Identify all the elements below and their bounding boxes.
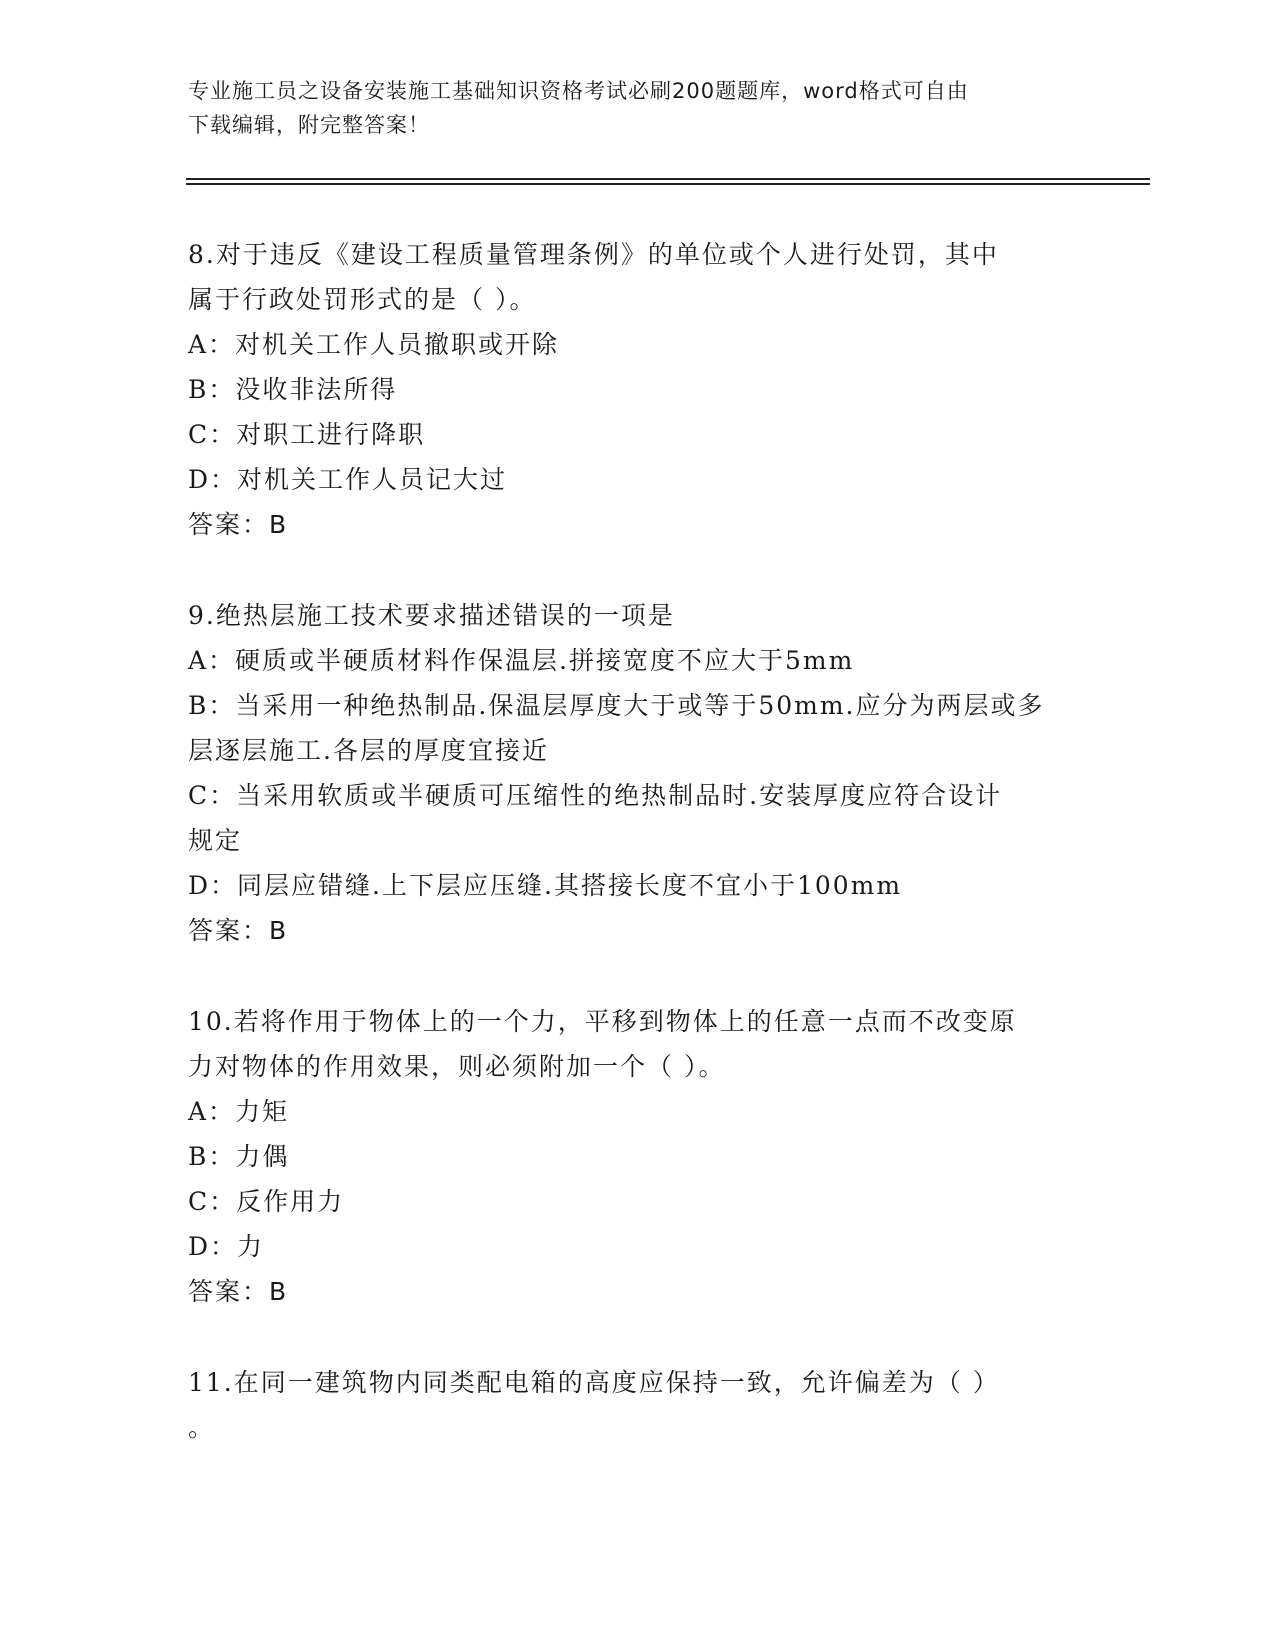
question-answer: 答案：B	[188, 916, 289, 945]
question-option	[188, 1179, 1088, 1224]
question-option-line: B：力偶	[188, 1142, 290, 1171]
question-block	[188, 232, 1088, 547]
question-stem	[188, 593, 1088, 638]
question-option-line: C：当采用软质或半硬质可压缩性的绝热制品时.安装厚度应符合设计	[188, 781, 1003, 810]
question-stem	[188, 999, 1088, 1089]
question-option-line: 层逐层施工.各层的厚度宜接近	[188, 736, 549, 765]
question-stem-line: 10.若将作用于物体上的一个力，平移到物体上的任意一点而不改变原	[188, 1007, 1017, 1036]
question-option	[188, 1134, 1088, 1179]
question-block	[188, 999, 1088, 1314]
question-option	[188, 638, 1088, 683]
question-option	[188, 773, 1088, 863]
question-option	[188, 457, 1088, 502]
question-answer: 答案：B	[188, 1277, 289, 1306]
question-option	[188, 863, 1088, 908]
question-option	[188, 322, 1088, 367]
question-block	[188, 1360, 1088, 1450]
question-stem-line: 11.在同一建筑物内同类配电箱的高度应保持一致，允许偏差为（ ）	[188, 1368, 1000, 1397]
question-list	[188, 232, 1088, 1450]
question-answer: 答案：B	[188, 510, 289, 539]
question-stem-line: 属于行政处罚形式的是（ ）。	[188, 285, 537, 314]
question-option-line: A：对机关工作人员撤职或开除	[188, 330, 560, 359]
question-option	[188, 367, 1088, 412]
document-header	[188, 74, 1078, 142]
header-line-1: 专业施工员之设备安装施工基础知识资格考试必刷200题题库，word格式可自由	[188, 79, 969, 103]
question-stem-line: 力对物体的作用效果，则必须附加一个（ ）。	[188, 1052, 726, 1081]
question-option	[188, 412, 1088, 457]
question-option-line: D：对机关工作人员记大过	[188, 465, 508, 494]
header-divider-bottom	[186, 183, 1150, 185]
question-stem-line: 8.对于违反《建设工程质量管理条例》的单位或个人进行处罚，其中	[188, 240, 999, 269]
question-stem-line: 。	[188, 1413, 216, 1442]
question-block	[188, 593, 1088, 953]
question-option-line: A：硬质或半硬质材料作保温层.拼接宽度不应大于5mm	[188, 646, 855, 675]
header-line-2: 下载编辑，附完整答案！	[188, 113, 430, 137]
question-option-line: 规定	[188, 826, 243, 855]
header-divider-top	[186, 178, 1150, 180]
question-option-line: A：力矩	[188, 1097, 290, 1126]
question-option-line: D：同层应错缝.上下层应压缝.其搭接长度不宜小于100mm	[188, 871, 903, 900]
question-option-line: B：当采用一种绝热制品.保温层厚度大于或等于50mm.应分为两层或多	[188, 691, 1045, 720]
question-option-line: D：力	[188, 1232, 265, 1261]
question-stem	[188, 232, 1088, 322]
question-option	[188, 1224, 1088, 1269]
question-option	[188, 683, 1088, 773]
question-option-line: C：反作用力	[188, 1187, 345, 1216]
question-stem-line: 9.绝热层施工技术要求描述错误的一项是	[188, 601, 675, 630]
question-option-line: C：对职工进行降职	[188, 420, 426, 449]
question-option-line: B：没收非法所得	[188, 375, 398, 404]
question-option	[188, 1089, 1088, 1134]
question-stem	[188, 1360, 1088, 1450]
